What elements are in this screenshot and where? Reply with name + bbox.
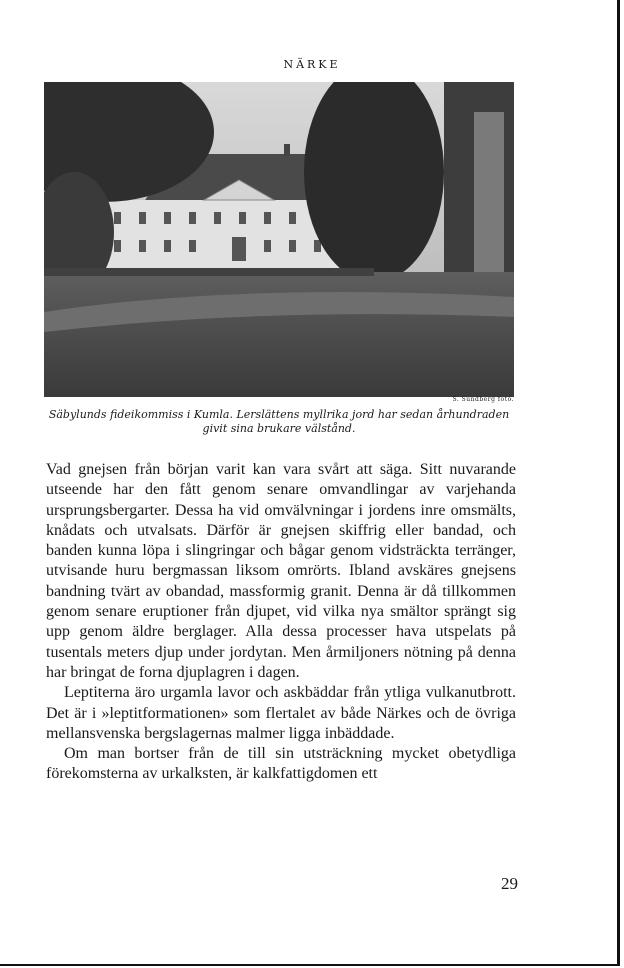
page-number: 29 <box>501 874 518 893</box>
paragraph-3: Om man bortser från de till sin utsträckning mycket obetydliga förekomsterna av urkalksten, är kalkfattigdomen ett <box>46 745 516 783</box>
running-head: NÄRKE <box>283 58 341 71</box>
manor-photo-illustration <box>44 82 514 397</box>
photo-credit: S. Sundberg foto. <box>452 396 514 403</box>
figure-caption <box>44 408 514 436</box>
paragraph-2: Leptiterna äro urgamla lavor och askbäddar från ytliga vulkanutbrott. Det är i »leptitformationen» som flertalet av både Närkes och de övriga mellansvenska bergslagernas malmer ligga inbäddade. <box>46 684 516 742</box>
caption-line-1: Säbylunds fideikommiss i Kumla. Lerslättens myllrika jord har sedan århundraden <box>48 408 510 421</box>
paragraph-1: Vad gnejsen från början varit kan vara svårt att säga. Sitt nuvarande utseende har den fått genom senare omvandlingar av varjehanda ursprungsbergarter. Dessa ha vid omvälvningar i jordens inre omsmälts, knådats och utvalsats. Därför är gnejsen skiffrig eller bandad, och banden kunna löpa i slingringar och bågar genom vidsträckta terränger, utvisande huru bergmassan liksom omrörts. Ibland avskäres gnejsens bandning tvärt av obandad, massformig granit. Denna är då tillkommen genom senare eruptioner från djupet, vid vilka nya smältor sprängt sig upp genom äldre berglager. Alla dessa processer hava utspelats på tusentals meters djup under jordytan. Men årmiljoners nötning på denna har bringat de forna djuplagren i dagen. <box>46 461 516 681</box>
manor-photo <box>44 82 514 397</box>
caption-line-2: givit sina brukare välstånd. <box>202 422 356 435</box>
body-text <box>46 460 516 785</box>
